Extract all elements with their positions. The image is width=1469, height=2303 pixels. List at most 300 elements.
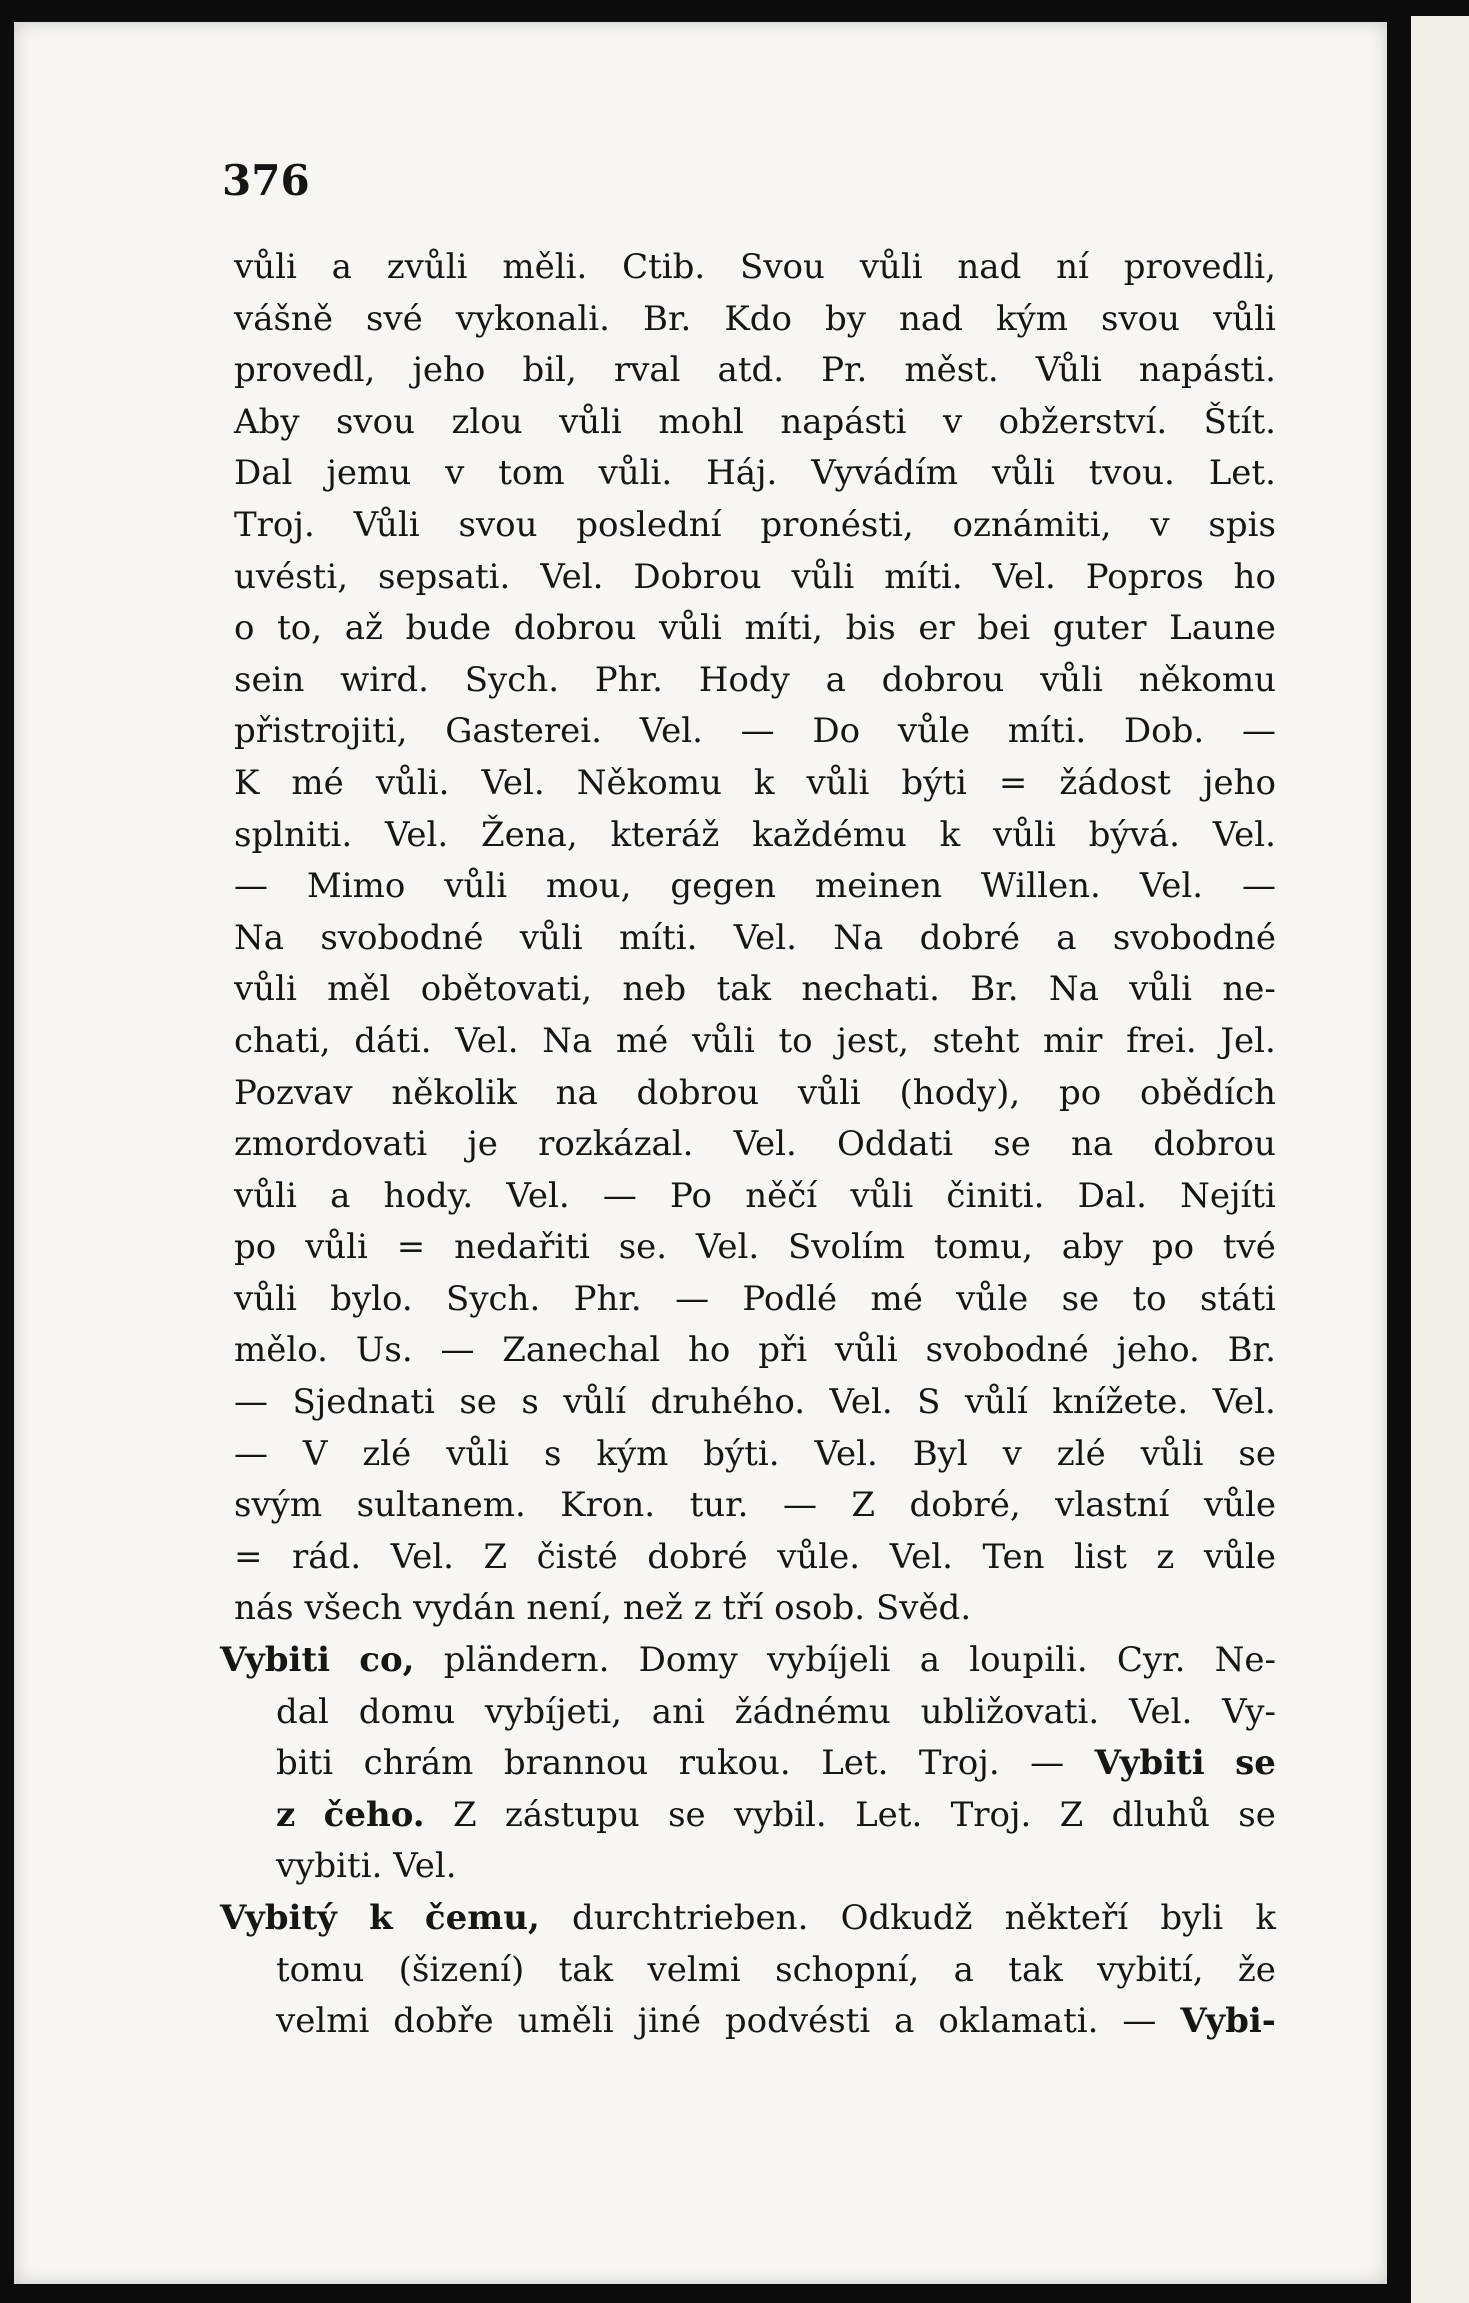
word: Vel. bbox=[481, 762, 545, 803]
word: v bbox=[1002, 1433, 1022, 1474]
word: každému bbox=[752, 814, 907, 855]
word: vůli bbox=[791, 556, 855, 597]
word: Vel. bbox=[695, 1227, 760, 1268]
word: vybíjeli bbox=[767, 1640, 891, 1681]
word: dobrou bbox=[636, 1072, 760, 1113]
word: vůli bbox=[559, 401, 622, 442]
word: chati, bbox=[234, 1020, 331, 1061]
word: Ne- bbox=[1214, 1640, 1276, 1681]
word: = bbox=[234, 1536, 263, 1577]
text-line bbox=[234, 861, 1276, 913]
text-line bbox=[234, 1016, 1276, 1068]
word: nad bbox=[957, 247, 1022, 287]
word: provedl, bbox=[234, 350, 376, 391]
word: Vy- bbox=[1222, 1691, 1276, 1732]
word: v bbox=[1150, 504, 1170, 545]
word: Us. bbox=[355, 1330, 413, 1371]
headword: co, bbox=[359, 1640, 415, 1681]
word: meinen bbox=[814, 866, 943, 907]
word: Dobrou bbox=[633, 556, 762, 597]
word: rval bbox=[613, 350, 681, 391]
word: zlé bbox=[362, 1433, 412, 1474]
word: vůle bbox=[897, 711, 970, 752]
word: vášně bbox=[234, 298, 333, 339]
word: frei. bbox=[1126, 1020, 1197, 1061]
word: žádnému bbox=[734, 1691, 891, 1732]
word: Kdo bbox=[724, 298, 792, 339]
word: vůli bbox=[806, 762, 870, 803]
word: velmi bbox=[276, 2001, 370, 2042]
word: tak bbox=[1008, 1949, 1063, 1990]
text-line bbox=[234, 1222, 1276, 1274]
word: jeho bbox=[1202, 762, 1276, 803]
word: poslední bbox=[576, 504, 722, 545]
text-line bbox=[234, 810, 1276, 862]
entry-headword-line bbox=[220, 1893, 1276, 1945]
text-line bbox=[234, 964, 1276, 1016]
headword: se bbox=[1235, 1743, 1276, 1784]
word: Vel. bbox=[506, 1175, 570, 1216]
word: vůle bbox=[1203, 1536, 1276, 1577]
text-line bbox=[234, 294, 1276, 346]
word: jeho. bbox=[1116, 1330, 1200, 1371]
word: jest, bbox=[836, 1020, 909, 1061]
word: Kron. bbox=[560, 1485, 656, 1526]
word: — bbox=[1241, 711, 1276, 752]
word: po bbox=[234, 1227, 277, 1268]
word: tomu bbox=[276, 1949, 365, 1990]
word: Br. bbox=[1227, 1330, 1276, 1371]
word: s bbox=[543, 1433, 562, 1474]
word: Hody bbox=[698, 659, 790, 700]
word: Willen. bbox=[981, 866, 1101, 907]
word: bei bbox=[977, 608, 1031, 649]
headword: Vybi- bbox=[1180, 2001, 1276, 2042]
word: Do bbox=[812, 711, 861, 752]
text-line bbox=[234, 1480, 1276, 1532]
word: se bbox=[1238, 1433, 1276, 1474]
headword: Vybiti bbox=[220, 1640, 331, 1681]
word: Troj. bbox=[234, 504, 315, 545]
word: vůli bbox=[234, 969, 297, 1010]
text-line bbox=[234, 1738, 1276, 1790]
word: svou bbox=[335, 401, 416, 442]
word: dobré bbox=[919, 917, 1020, 958]
word: vůli bbox=[797, 1072, 861, 1113]
word: svobodné bbox=[1112, 917, 1276, 958]
dictionary-text-body bbox=[220, 242, 1276, 2048]
word: až bbox=[344, 608, 383, 649]
word: vůli bbox=[519, 917, 583, 958]
word: Štít. bbox=[1203, 401, 1276, 442]
word: vůli bbox=[659, 608, 722, 649]
word: Jel. bbox=[1220, 1020, 1276, 1061]
word: vůli bbox=[234, 1278, 297, 1319]
word: domu bbox=[358, 1691, 456, 1732]
word: tomu, bbox=[933, 1227, 1033, 1268]
word: Podlé bbox=[742, 1278, 838, 1319]
word: při bbox=[758, 1330, 808, 1371]
word: obětovati, bbox=[420, 969, 593, 1010]
word: kým bbox=[596, 1433, 669, 1474]
word: splniti. bbox=[234, 814, 353, 855]
word: Dal bbox=[234, 453, 293, 494]
word: bývá. bbox=[1088, 814, 1180, 855]
word: vůli bbox=[834, 1330, 898, 1371]
word: Domy bbox=[638, 1640, 738, 1681]
text-line bbox=[234, 242, 1276, 294]
word: uměli bbox=[517, 2001, 614, 2042]
word: podvésti bbox=[724, 2001, 871, 2042]
word: Vel. bbox=[814, 1433, 878, 1474]
word: Svolím bbox=[788, 1227, 905, 1268]
word: Vel. bbox=[889, 1536, 953, 1577]
word: vůle. bbox=[777, 1536, 861, 1577]
word: mé bbox=[615, 1020, 669, 1061]
word: schopní, bbox=[775, 1949, 920, 1990]
word: tom bbox=[498, 453, 565, 494]
word: Vel. bbox=[1212, 814, 1276, 855]
word: Vel. bbox=[639, 711, 703, 752]
word: neb bbox=[622, 969, 687, 1010]
word: biti bbox=[276, 1743, 334, 1784]
word: zmordovati bbox=[234, 1124, 428, 1165]
word: než bbox=[622, 1588, 683, 1629]
word: — bbox=[440, 1330, 475, 1371]
word: spis bbox=[1208, 504, 1276, 545]
word: míti. bbox=[884, 556, 963, 597]
word: vůli bbox=[991, 453, 1055, 494]
word: Na bbox=[1048, 969, 1099, 1010]
word: dobré bbox=[647, 1536, 748, 1577]
word: Oddati bbox=[836, 1124, 954, 1165]
word: dobré, bbox=[909, 1485, 1021, 1526]
word: dáti. bbox=[354, 1020, 432, 1061]
word: žádost bbox=[1059, 762, 1171, 803]
word: vůli bbox=[305, 1227, 368, 1268]
word: rád. bbox=[292, 1536, 362, 1577]
word: ní bbox=[1056, 247, 1089, 287]
word: zvůli bbox=[386, 247, 468, 287]
word: vůli bbox=[993, 814, 1056, 855]
word: mé bbox=[291, 762, 344, 803]
word: k bbox=[1255, 1898, 1276, 1938]
word: Byl bbox=[912, 1433, 968, 1474]
word: měst. bbox=[904, 350, 999, 391]
text-line bbox=[234, 1274, 1276, 1326]
word: V bbox=[302, 1433, 328, 1474]
word: — bbox=[602, 1175, 637, 1216]
word: ho bbox=[1233, 556, 1276, 597]
word: Dob. bbox=[1123, 711, 1205, 752]
page-gutter-shadow bbox=[1387, 14, 1411, 2289]
word: Na bbox=[234, 917, 285, 958]
text-line bbox=[234, 913, 1276, 965]
word: Odkudž bbox=[840, 1898, 973, 1938]
word: vůli bbox=[234, 1175, 297, 1216]
word: jemu bbox=[326, 453, 412, 494]
word: Aby bbox=[234, 401, 300, 442]
word: se bbox=[668, 1794, 706, 1835]
word: dobrou bbox=[881, 659, 1005, 700]
word: vůle bbox=[956, 1278, 1029, 1319]
headword: Vybitý bbox=[220, 1898, 337, 1938]
word: vybiti. bbox=[276, 1846, 383, 1887]
word: měli. bbox=[502, 247, 588, 287]
word: měl bbox=[327, 969, 391, 1010]
text-line bbox=[234, 1532, 1276, 1584]
text-line bbox=[234, 1790, 1276, 1842]
word: ho bbox=[688, 1330, 731, 1371]
word: vůli bbox=[446, 1433, 510, 1474]
word: Svou bbox=[740, 247, 825, 287]
word: přistrojiti, bbox=[234, 711, 408, 752]
word: = bbox=[998, 762, 1028, 803]
word: činiti. bbox=[946, 1175, 1045, 1216]
word: po bbox=[1151, 1227, 1195, 1268]
word: v bbox=[942, 401, 963, 442]
word: — bbox=[1030, 1743, 1065, 1784]
word: tvé bbox=[1222, 1227, 1276, 1268]
word: steht bbox=[932, 1020, 1020, 1061]
text-line bbox=[234, 552, 1276, 604]
word: míti. bbox=[1007, 711, 1087, 752]
word: ani bbox=[651, 1691, 705, 1732]
word: dobře bbox=[393, 2001, 494, 2042]
word: a bbox=[1056, 917, 1077, 958]
word: o bbox=[234, 608, 255, 649]
word: býti bbox=[901, 762, 967, 803]
word: dal bbox=[276, 1691, 329, 1732]
word: se bbox=[993, 1124, 1031, 1165]
word: napásti. bbox=[1138, 350, 1276, 391]
word: napásti bbox=[780, 401, 907, 442]
word: — bbox=[675, 1278, 710, 1319]
text-line bbox=[234, 1687, 1276, 1739]
word: státi bbox=[1199, 1278, 1276, 1319]
word: nedařiti bbox=[454, 1227, 590, 1268]
text-line bbox=[234, 1171, 1276, 1223]
word: loupili. bbox=[969, 1640, 1088, 1681]
word: nechati. bbox=[801, 969, 940, 1010]
text-line bbox=[234, 500, 1276, 552]
word: rozkázal. bbox=[538, 1124, 694, 1165]
word: míti. bbox=[618, 917, 698, 958]
word: nás bbox=[234, 1588, 294, 1629]
word: guter bbox=[1052, 608, 1147, 649]
word: Cyr. bbox=[1116, 1640, 1186, 1681]
word: Vel. bbox=[1212, 1382, 1276, 1423]
word: vůli bbox=[1213, 298, 1276, 339]
word: osob. bbox=[774, 1588, 866, 1629]
word: Na bbox=[542, 1020, 593, 1061]
word: obžerství. bbox=[998, 401, 1168, 442]
word: Vel. bbox=[733, 917, 797, 958]
word: Z bbox=[1059, 1794, 1084, 1835]
word: a bbox=[919, 1640, 940, 1681]
word: sepsati. bbox=[377, 556, 511, 597]
word: oznámiti, bbox=[952, 504, 1112, 545]
word: z bbox=[693, 1588, 712, 1629]
word: Popros bbox=[1085, 556, 1204, 597]
text-line bbox=[234, 1945, 1276, 1997]
word: tak bbox=[716, 969, 772, 1010]
word: wird. bbox=[340, 659, 429, 700]
text-line bbox=[234, 1119, 1276, 1171]
word: sultanem. bbox=[356, 1485, 526, 1526]
word: mohl bbox=[658, 401, 744, 442]
word: Žena, bbox=[480, 814, 578, 855]
word: míti, bbox=[744, 608, 823, 649]
word: er bbox=[918, 608, 955, 649]
word: druhého. bbox=[650, 1382, 806, 1423]
word: s bbox=[521, 1382, 539, 1423]
word: mělo. bbox=[234, 1330, 328, 1371]
text-line bbox=[234, 603, 1276, 655]
word: Dal. bbox=[1077, 1175, 1147, 1216]
word: Let. bbox=[821, 1743, 889, 1784]
word: — bbox=[234, 1433, 268, 1474]
word: vůli bbox=[691, 1020, 755, 1061]
word: vůlí bbox=[563, 1382, 627, 1423]
word: Phr. bbox=[573, 1278, 642, 1319]
word: býti. bbox=[703, 1433, 780, 1474]
word: kým bbox=[995, 298, 1068, 339]
word: čisté bbox=[536, 1536, 618, 1577]
text-line bbox=[234, 1429, 1276, 1481]
word: vůli bbox=[1140, 1433, 1204, 1474]
word: nad bbox=[898, 298, 963, 339]
word: vybíjeti, bbox=[484, 1691, 622, 1732]
word: dobrou bbox=[513, 608, 637, 649]
word: někomu bbox=[1138, 659, 1276, 700]
word: Někomu bbox=[576, 762, 722, 803]
word: Gasterei. bbox=[445, 711, 602, 752]
word: Br. bbox=[970, 969, 1019, 1010]
text-line bbox=[234, 758, 1276, 810]
word: hody. bbox=[383, 1175, 474, 1216]
word: Sjednati bbox=[292, 1382, 435, 1423]
word: — bbox=[1241, 866, 1276, 907]
word: Vel. bbox=[1129, 1691, 1193, 1732]
word: velmi bbox=[647, 1949, 741, 1990]
word: několik bbox=[391, 1072, 517, 1113]
word: provedli, bbox=[1123, 247, 1276, 287]
word: Phr. bbox=[594, 659, 663, 700]
word: oklamati. bbox=[938, 2001, 1099, 2042]
word: vykonali. bbox=[455, 298, 610, 339]
word: se bbox=[1238, 1794, 1276, 1835]
word: to bbox=[1132, 1278, 1167, 1319]
word: atd. bbox=[717, 350, 785, 391]
entry-headword-line bbox=[220, 1635, 1276, 1687]
word: dluhů bbox=[1111, 1794, 1210, 1835]
word: mir bbox=[1043, 1020, 1103, 1061]
word: Troj. bbox=[950, 1794, 1032, 1835]
word: — bbox=[782, 1485, 817, 1526]
text-line bbox=[234, 1996, 1276, 2048]
word: Svěd. bbox=[875, 1588, 972, 1629]
word: se bbox=[1061, 1278, 1100, 1319]
word: — bbox=[1122, 2001, 1157, 2042]
word: Po bbox=[670, 1175, 713, 1216]
word: vlastní bbox=[1055, 1485, 1170, 1526]
word: Z bbox=[851, 1485, 876, 1526]
word: někteří bbox=[1004, 1898, 1129, 1938]
word: Sych. bbox=[464, 659, 559, 700]
word: bil, bbox=[522, 350, 577, 391]
word: pronésti, bbox=[760, 504, 914, 545]
word: vůli bbox=[1040, 659, 1103, 700]
word: chrám bbox=[363, 1743, 474, 1784]
word: (hody), bbox=[899, 1072, 1021, 1113]
word: z bbox=[1156, 1536, 1175, 1577]
word: vůli. bbox=[375, 762, 450, 803]
word: svobodné bbox=[925, 1330, 1089, 1371]
word: to bbox=[778, 1020, 813, 1061]
word: knížete. bbox=[1052, 1382, 1189, 1423]
word: Vel. bbox=[393, 1846, 457, 1887]
word: Vel. bbox=[829, 1382, 893, 1423]
word: se bbox=[459, 1382, 497, 1423]
word: není, bbox=[526, 1588, 612, 1629]
word: vůli bbox=[234, 247, 297, 287]
word: Z bbox=[483, 1536, 508, 1577]
word: vybití, bbox=[1097, 1949, 1204, 1990]
word: Troj. bbox=[918, 1743, 1000, 1784]
word: bis bbox=[845, 608, 896, 649]
word: tak bbox=[558, 1949, 614, 1990]
word: vůlí bbox=[964, 1382, 1028, 1423]
word: byli bbox=[1160, 1898, 1224, 1938]
word: bylo. bbox=[330, 1278, 413, 1319]
word: uvésti, bbox=[234, 556, 349, 597]
word: by bbox=[824, 298, 866, 339]
word: ubližovati. bbox=[920, 1691, 1100, 1732]
word: svou bbox=[458, 504, 538, 545]
word: k bbox=[939, 814, 961, 855]
word: mou, bbox=[546, 866, 632, 907]
text-line bbox=[234, 1377, 1276, 1429]
text-line bbox=[234, 397, 1276, 449]
word: Br. bbox=[643, 298, 692, 339]
word: zlé bbox=[1056, 1433, 1106, 1474]
word: Vůli bbox=[1035, 350, 1102, 391]
word: Ten bbox=[982, 1536, 1045, 1577]
word: je bbox=[467, 1124, 498, 1165]
word: aby bbox=[1061, 1227, 1123, 1268]
word: vůli. bbox=[598, 453, 673, 494]
word: vůle bbox=[1203, 1485, 1276, 1526]
word: vydán bbox=[413, 1588, 516, 1629]
headword: Vybiti bbox=[1094, 1743, 1205, 1784]
word: na bbox=[1070, 1124, 1114, 1165]
word: Pr. bbox=[821, 350, 868, 391]
word: vůli bbox=[444, 866, 508, 907]
word: Háj. bbox=[706, 453, 778, 494]
word: — bbox=[234, 1382, 268, 1423]
word: durchtrieben. bbox=[572, 1898, 809, 1938]
word: obědích bbox=[1139, 1072, 1276, 1113]
word: K bbox=[234, 762, 260, 803]
word: že bbox=[1237, 1949, 1276, 1990]
word: po bbox=[1058, 1072, 1102, 1113]
word: všech bbox=[304, 1588, 403, 1629]
word: na bbox=[555, 1072, 598, 1113]
word: v bbox=[445, 453, 465, 494]
text-line bbox=[234, 345, 1276, 397]
word: Vel. bbox=[992, 556, 1056, 597]
